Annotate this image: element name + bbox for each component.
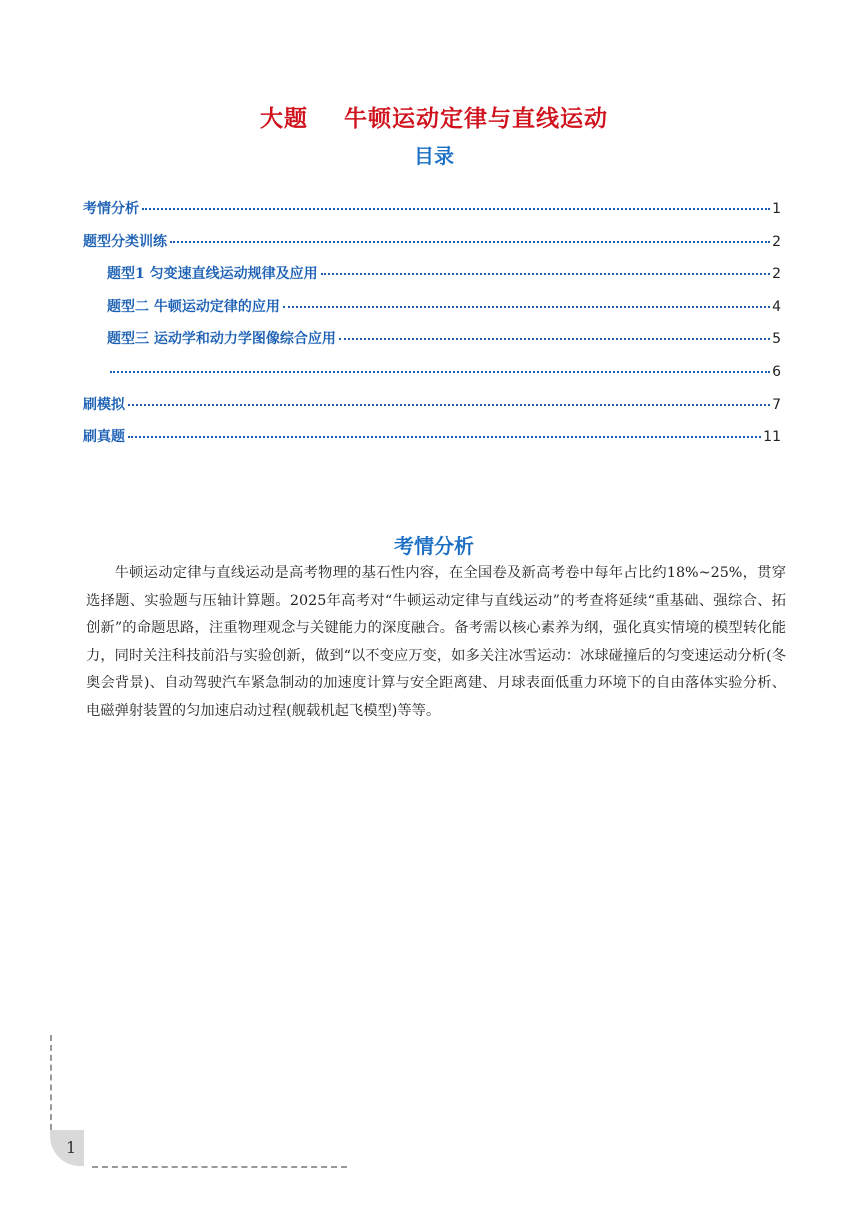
toc-entry[interactable]: [83, 198, 781, 231]
toc-entry-page: 2: [772, 266, 781, 283]
toc-entry-label: 题型三 运动学和动力学图像综合应用: [107, 331, 336, 348]
toc-entry-label: 题型二 牛顿运动定律的应用: [107, 298, 280, 315]
section-paragraph: 牛顿运动定律与直线运动是高考物理的基石性内容，在全国卷及新高考卷中每年占比约18%~25%，贯穿选择题、实验题与压轴计算题。2025年高考对“牛顿运动定律与直线运动”的考查将延续“重基础、强综合、拓创新”的命题思路，注重物理观念与关键能力的深度融合。备考需以核心素养为纲，强化真实情境的模型转化能力，同时关注科技前沿与实验创新，做到“以不变应万变，如多关注冰雪运动：冰球碰撞后的匀变速运动分析(冬奥会背景)、自动驾驶汽车紧急制动的加速度计算与安全距离建、月球表面低重力环境下的自由落体实验分析、电磁弹射装置的匀加速启动过程(舰载机起飞模型)等等。: [86, 565, 786, 719]
toc-entry-label: 刷真题: [83, 429, 125, 446]
toc-entry-page: 2: [772, 233, 781, 250]
page-corner-vertical-divider: [50, 1035, 52, 1130]
toc-leader-dots: [110, 371, 770, 373]
page-title: 大题 牛顿运动定律与直线运动: [259, 106, 609, 132]
toc-leader-dots: [142, 208, 770, 210]
toc-leader-dots: [339, 338, 770, 340]
toc-entry-page: 7: [772, 396, 781, 413]
toc-entry-page: 4: [772, 298, 781, 315]
table-of-contents: [83, 198, 781, 459]
toc-entry-label: 刷模拟: [83, 396, 125, 413]
toc-entry-label: 题型分类训练: [83, 233, 167, 250]
toc-entry-label: 题型1 匀变速直线运动规律及应用: [107, 266, 318, 283]
toc-entry-page: 6: [772, 363, 781, 380]
section-heading: 考情分析: [394, 534, 474, 558]
toc-entry-page: 5: [772, 331, 781, 348]
page-number: 1: [50, 1130, 84, 1166]
toc-leader-dots: [128, 436, 761, 438]
toc-leader-dots: [321, 273, 770, 275]
toc-leader-dots: [170, 241, 770, 243]
toc-entry-label: 考情分析: [83, 201, 139, 217]
toc-entry[interactable]: [83, 394, 781, 427]
toc-entry[interactable]: [83, 231, 781, 264]
toc-entry[interactable]: [83, 263, 781, 296]
toc-entry-page: 1: [772, 201, 781, 217]
page-footer-divider: [92, 1166, 347, 1168]
toc-entry[interactable]: [83, 328, 781, 361]
toc-entry[interactable]: [83, 296, 781, 329]
toc-entry[interactable]: [83, 426, 781, 459]
toc-entry[interactable]: [83, 361, 781, 394]
toc-leader-dots: [283, 306, 770, 308]
toc-entry-page: 11: [763, 429, 781, 446]
toc-heading: 目录: [414, 144, 454, 168]
toc-leader-dots: [128, 404, 770, 406]
